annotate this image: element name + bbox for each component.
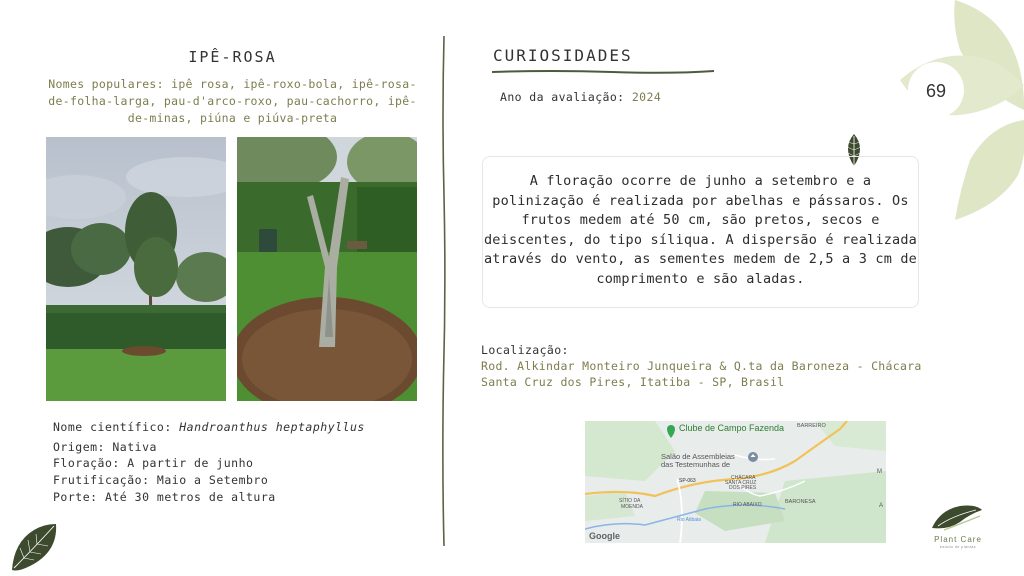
species-title: IPÊ-ROSA xyxy=(188,48,277,66)
curiosity-text: A floração ocorre de junho a setembro e a polinização é realizada por abelhas e pássaros. Os frutos medem até 50 cm, são pretos, secos e deiscentes, do tipo síliqua. A dispersão é realizada através do vento, as sementes medem de 2,5 a 3 cm de comprimento e são aladas. xyxy=(483,173,918,287)
origin-info: Origem: Nativa xyxy=(53,439,157,454)
fruiting-info: Frutificação: Maio a Setembro xyxy=(53,473,269,488)
map-river-label: Rio Atibaia xyxy=(677,517,701,523)
map-church-label-1: Salão de Assembleias xyxy=(661,452,735,461)
scientific-name: Handroanthus heptaphyllus xyxy=(179,420,365,434)
map-barreiro-label: BARREIRO xyxy=(797,423,826,429)
evaluation-year xyxy=(500,90,661,104)
scientific-name-row xyxy=(53,419,433,436)
map-chacara-label-1: CHÁCARA xyxy=(731,475,756,481)
map-sitio-label-1: SÍTIO DA xyxy=(619,498,641,504)
species-info xyxy=(53,419,433,506)
flowering-info: Floração: A partir de junho xyxy=(53,456,254,471)
location-map[interactable] xyxy=(585,421,886,543)
map-edge-label-2: A xyxy=(879,503,884,509)
curiosities-title: CURIOSIDADES xyxy=(493,46,633,65)
map-chacara-label-2: SANTA CRUZ xyxy=(725,480,757,486)
map-rio-abaixo-label: RIO ABAIXO xyxy=(733,502,762,508)
tree-photo-trunk xyxy=(237,137,417,401)
decorative-leaves xyxy=(860,0,1024,230)
popular-names: Nomes populares: ipê rosa, ipê-roxo-bola, ipê-rosa-de-folha-larga, pau-d'arco-roxo, pau-cachorro, ipê-de-minas, piúna e piúva-preta xyxy=(48,77,417,125)
year-label: Ano da avaliação: xyxy=(500,90,625,104)
tree-photo-wide xyxy=(46,137,226,401)
location-label: Localização: xyxy=(481,343,569,357)
map-road-label: SP-063 xyxy=(679,478,696,484)
title-underline xyxy=(492,68,714,76)
map-church-label-2: das Testemunhas de xyxy=(661,460,731,469)
logo-tagline: estudo de plantas xyxy=(939,545,977,549)
google-logo: Google xyxy=(589,531,620,541)
map-edge-label: M xyxy=(877,469,882,475)
map-club-label: Clube de Campo Fazenda xyxy=(679,423,785,433)
bottom-leaf-icon xyxy=(10,522,60,572)
map-baronesa-label: BARONESA xyxy=(785,499,816,505)
page-number: 69 xyxy=(925,81,947,101)
plant-care-logo-icon xyxy=(930,502,984,534)
column-divider xyxy=(441,36,447,546)
logo-name: Plant Care xyxy=(934,535,982,544)
year-value: 2024 xyxy=(631,90,662,104)
scientific-name-label: Nome científico: xyxy=(53,420,172,434)
size-info: Porte: Até 30 metros de altura xyxy=(53,489,276,504)
location-address: Rod. Alkindar Monteiro Junqueira & Q.ta da Baroneza - Chácara Santa Cruz dos Pires, Itatiba - SP, Brasil xyxy=(481,359,922,389)
map-sitio-label-2: MOENDA xyxy=(621,504,643,510)
map-chacara-label-3: DOS PIRES xyxy=(729,485,757,491)
